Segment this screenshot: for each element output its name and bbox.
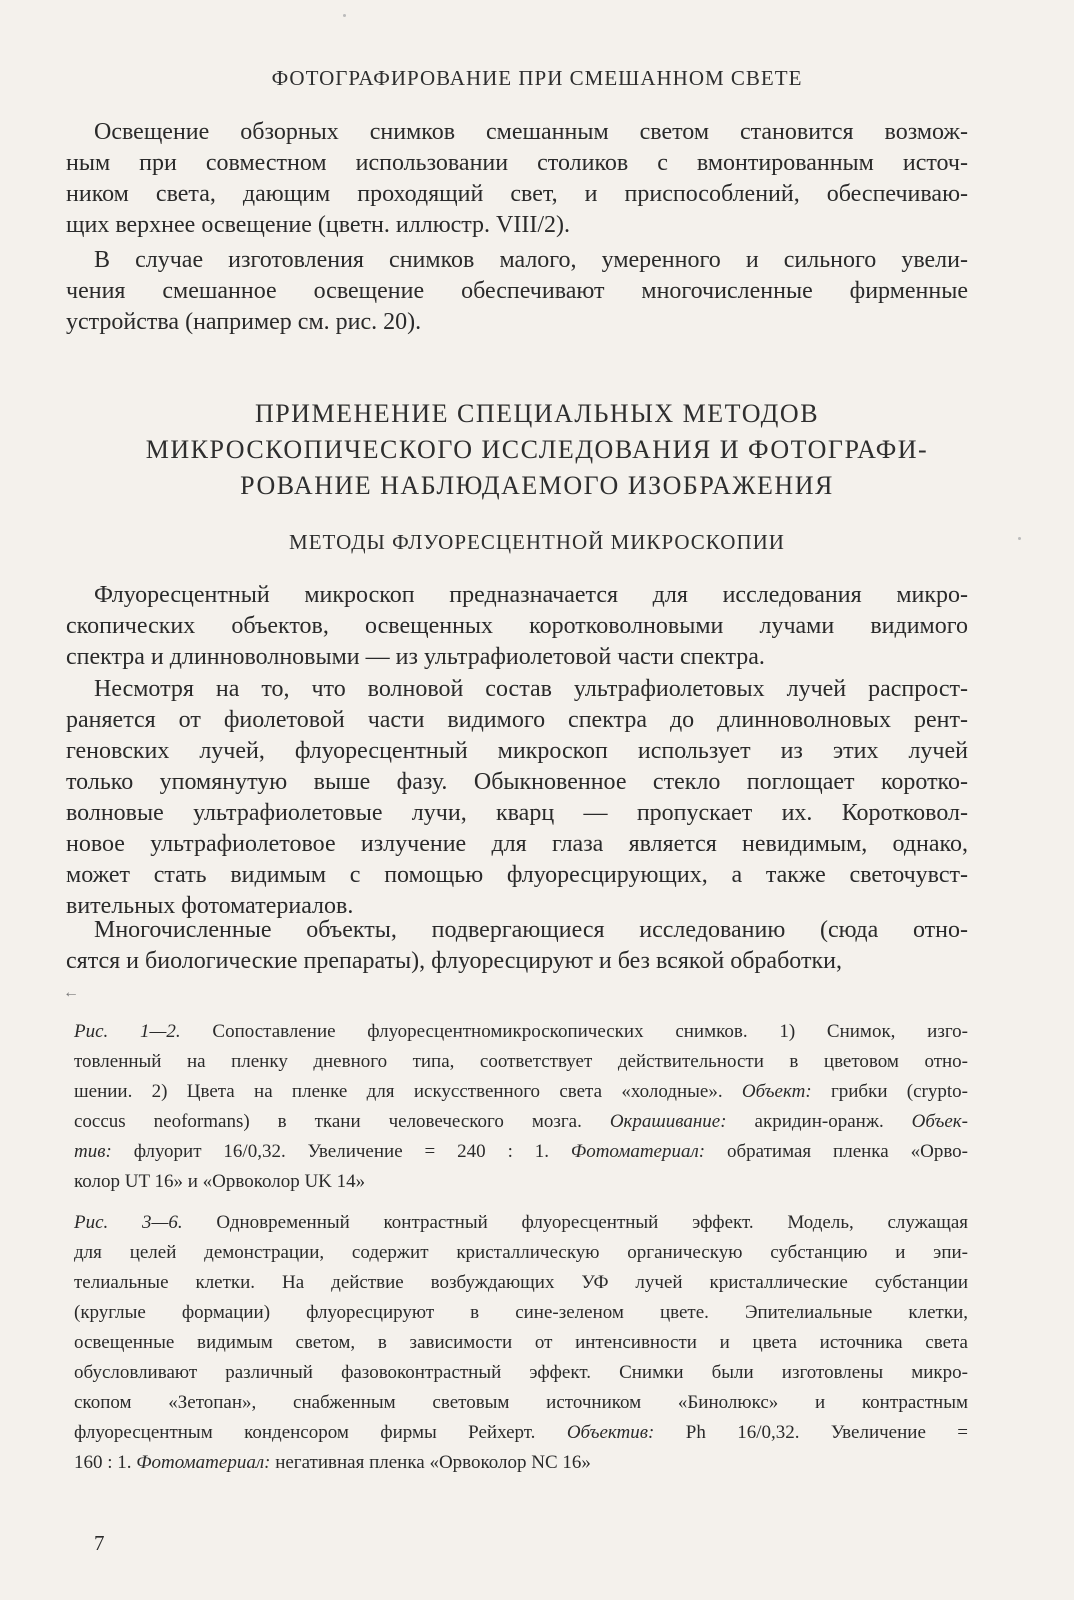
- caption-text: негативная пленка «Орвоколор NC 16»: [270, 1452, 591, 1473]
- text-line: вительных фотоматериалов.: [66, 893, 354, 919]
- caption-line: [74, 1047, 968, 1077]
- caption-line: [74, 1238, 968, 1268]
- paragraph-fluorescence-1: [66, 580, 968, 673]
- caption-text: обусловливают различный фазовоконтрастный эффект. Снимки были изготовлены микро-: [74, 1362, 968, 1383]
- print-speck: [1018, 537, 1021, 540]
- caption-text: для целей демонстрации, содержит кристаллическую органическую субстанцию и эпи-: [74, 1242, 968, 1263]
- chapter-heading: [0, 396, 1074, 504]
- caption-line: [74, 1017, 968, 1047]
- caption-text: обратимая пленка «Орво-: [705, 1141, 968, 1162]
- paragraph-fluorescence-2: [66, 674, 968, 922]
- caption-text: флуоресцентным конденсором фирмы Рейхерт.: [74, 1422, 567, 1443]
- caption-line: [74, 1328, 968, 1358]
- section-heading-fluorescence: МЕТОДЫ ФЛУОРЕСЦЕНТНОЙ МИКРОСКОПИИ: [289, 530, 785, 554]
- caption-text: скопом «Зетопан», снабженным световым источником «Бинолюкс» и контрастным: [74, 1392, 968, 1413]
- caption-text: шении. 2) Цвета на пленке для искусственного света «холодные».: [74, 1081, 742, 1102]
- caption-label: Рис. 1—2.: [74, 1021, 181, 1042]
- caption-line: [74, 1167, 968, 1197]
- caption-text: грибки (crypto-: [811, 1081, 968, 1102]
- figure-caption-1-2: [74, 1017, 968, 1197]
- text-line: В случае изготовления снимков малого, умеренного и сильного увели-: [94, 247, 968, 273]
- caption-line: [74, 1107, 968, 1137]
- figure-caption-3-6: [74, 1208, 968, 1478]
- text-line: спектра и длинноволновыми — из ультрафиолетовой части спектра.: [66, 644, 765, 670]
- caption-text: акридин-оранж.: [726, 1111, 912, 1132]
- paragraph-fluorescence-3: [66, 915, 968, 977]
- caption-line: [74, 1208, 968, 1238]
- caption-label: Объектив:: [566, 1422, 655, 1443]
- text-line: Многочисленные объекты, подвергающиеся исследованию (сюда отно-: [94, 917, 968, 943]
- caption-line: [74, 1298, 968, 1328]
- caption-label: Окрашивание:: [609, 1111, 727, 1132]
- text-line: чения смешанное освещение обеспечивают многочисленные фирменные: [66, 278, 968, 304]
- text-line: ным при совместном использовании столиков с вмонтированным источ-: [66, 150, 968, 176]
- caption-line: [74, 1388, 968, 1418]
- text-line: устройства (например см. рис. 20).: [66, 309, 422, 335]
- caption-text: флуорит 16/0,32. Увеличение = 240 : 1.: [111, 1141, 571, 1162]
- caption-label: Объект:: [741, 1081, 812, 1102]
- caption-text: Сопоставление флуоресцентномикроскопических снимков. 1) Снимок, изго-: [180, 1021, 968, 1042]
- caption-text: колор UT 16» и «Орвоколор UK 14»: [74, 1171, 366, 1192]
- text-line: щих верхнее освещение (цветн. иллюстр. VIII/2).: [66, 212, 571, 238]
- chapter-heading-line: МИКРОСКОПИЧЕСКОГО ИССЛЕДОВАНИЯ И ФОТОГРАФИ-: [145, 435, 929, 464]
- text-line: Освещение обзорных снимков смешанным светом становится возмож-: [94, 119, 968, 145]
- paragraph-mixed-light-2: [66, 245, 968, 338]
- text-line: ником света, дающим проходящий свет, и приспособлений, обеспечиваю-: [66, 181, 968, 207]
- caption-line: [74, 1418, 968, 1448]
- caption-line: [74, 1448, 968, 1478]
- chapter-heading-line: ПРИМЕНЕНИЕ СПЕЦИАЛЬНЫХ МЕТОДОВ: [254, 399, 820, 428]
- caption-text: освещенные видимым светом, в зависимости от интенсивности и цвета источника света: [74, 1332, 968, 1353]
- text-line: Флуоресцентный микроскоп предназначается для исследования микро-: [94, 582, 968, 608]
- caption-line: [74, 1137, 968, 1167]
- text-line: скопических объектов, освещенных коротковолновыми лучами видимого: [66, 613, 968, 639]
- caption-text: coccus neoformans) в ткани человеческого мозга.: [74, 1111, 610, 1132]
- caption-line: [74, 1268, 968, 1298]
- caption-text: 160 : 1.: [74, 1452, 137, 1473]
- caption-text: Одновременный контрастный флуоресцентный эффект. Модель, служащая: [182, 1212, 968, 1233]
- paragraph-mixed-light-1: [66, 117, 968, 241]
- print-speck: [343, 14, 346, 17]
- caption-label: Фотоматериал:: [136, 1452, 271, 1473]
- text-line: Несмотря на то, что волновой состав ультрафиолетовых лучей распрост-: [94, 676, 968, 702]
- caption-text: (круглые формации) флуоресцируют в сине-зеленом цвете. Эпителиальные клетки,: [74, 1302, 968, 1323]
- text-line: новое ультрафиолетовое излучение для глаза является невидимым, однако,: [66, 831, 968, 857]
- text-line: может стать видимым с помощью флуоресцирующих, а также светочувст-: [66, 862, 968, 888]
- caption-label: Рис. 3—6.: [74, 1212, 183, 1233]
- text-line: только упомянутую выше фазу. Обыкновенное стекло поглощает коротко-: [66, 769, 968, 795]
- caption-label: Фотоматериал:: [570, 1141, 706, 1162]
- text-line: геновских лучей, флуоресцентный микроскоп использует из этих лучей: [66, 738, 968, 764]
- text-line: сятся и биологические препараты), флуоресцируют и без всякой обработки,: [66, 948, 842, 974]
- chapter-heading-line: РОВАНИЕ НАБЛЮДАЕМОГО ИЗОБРАЖЕНИЯ: [240, 471, 834, 500]
- caption-line: [74, 1077, 968, 1107]
- text-line: волновые ультрафиолетовые лучи, кварц — пропускает их. Коротковол-: [66, 800, 968, 826]
- caption-label: тив:: [74, 1141, 112, 1162]
- caption-label: Объек-: [911, 1111, 968, 1132]
- text-line: раняется от фиолетовой части видимого спектра до длинноволновых рент-: [66, 707, 968, 733]
- caption-text: товленный на пленку дневного типа, соответствует действительности в цветовом отно-: [74, 1051, 968, 1072]
- page-number: 7: [94, 1531, 105, 1555]
- continuation-arrow-icon: ←: [63, 984, 79, 1001]
- caption-line: [74, 1358, 968, 1388]
- section-heading-mixed-light: ФОТОГРАФИРОВАНИЕ ПРИ СМЕШАННОМ СВЕТЕ: [271, 66, 803, 90]
- caption-text: телиальные клетки. На действие возбуждающих УФ лучей кристаллические субстанции: [74, 1272, 968, 1293]
- caption-text: Ph 16/0,32. Увеличение =: [654, 1422, 968, 1443]
